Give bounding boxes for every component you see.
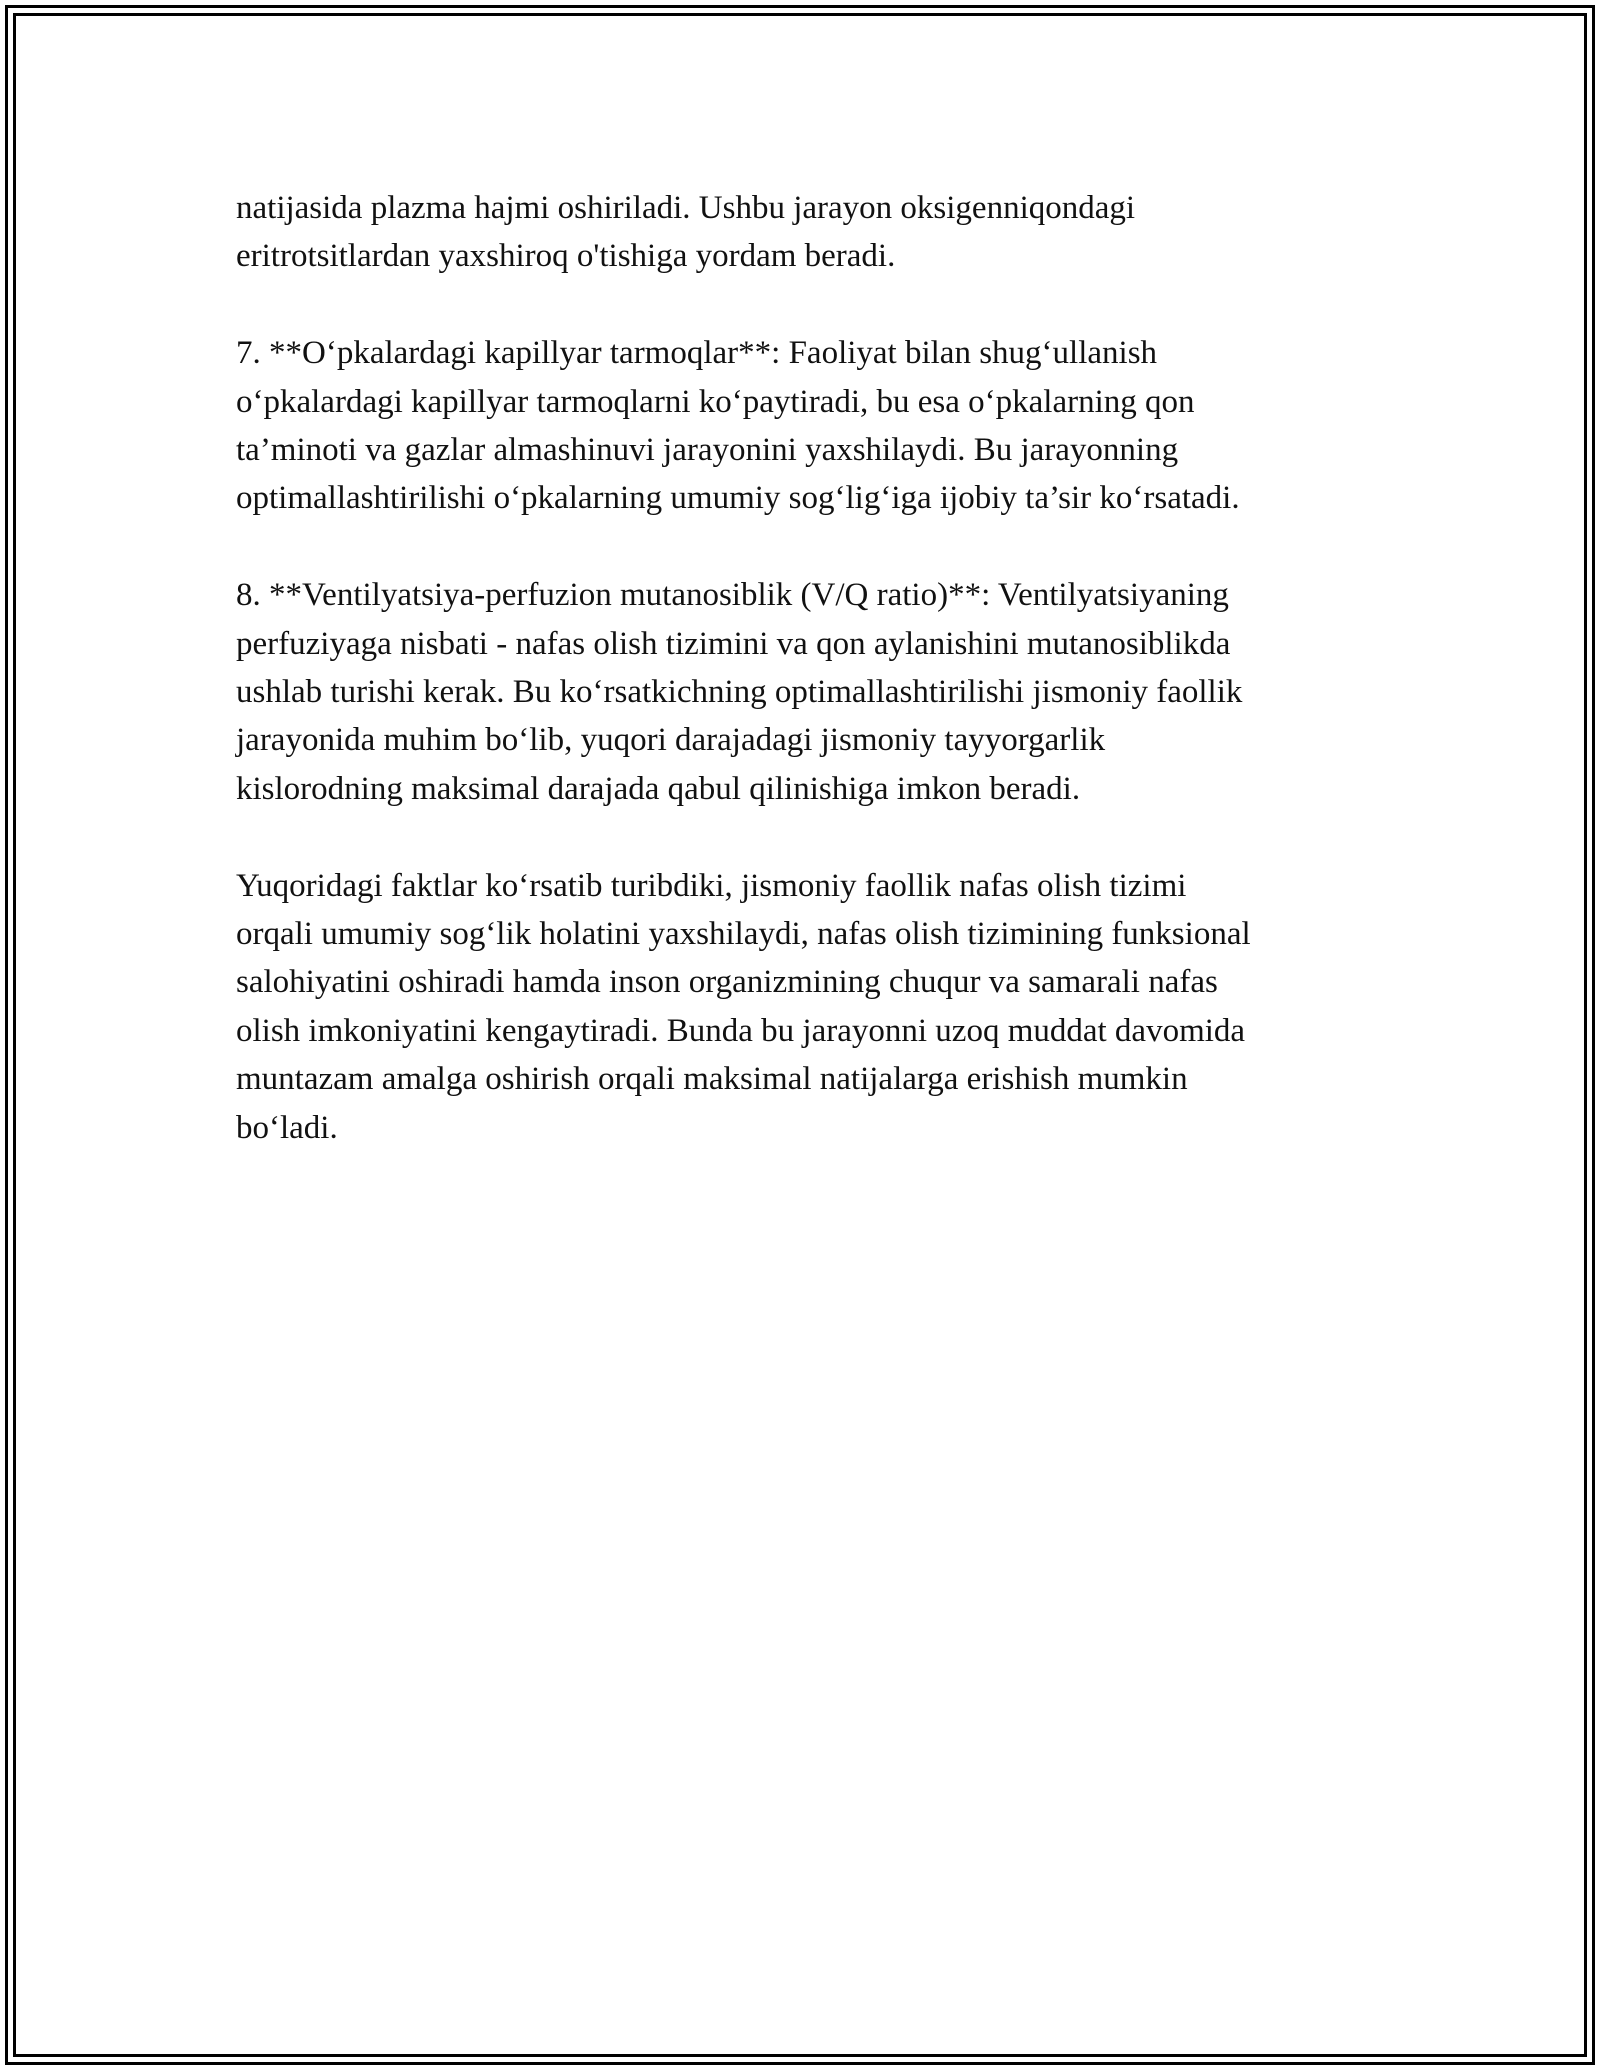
text-line: bo‘ladi. (236, 1109, 338, 1146)
text-line: salohiyatini oshiradi hamda inson organizmining chuqur va samarali nafas (236, 964, 1218, 1001)
text-line: optimallashtirilishi o‘pkalarning umumiy sog‘lig‘iga ijobiy ta’sir ko‘rsatadi. (236, 480, 1240, 517)
paragraph-conclusion (236, 862, 1406, 1152)
paragraph-plazma (236, 184, 1406, 281)
text-line: ta’minoti va gazlar almashinuvi jarayonini yaxshilaydi. Bu jarayonning (236, 432, 1179, 469)
text-line: olish imkoniyatini kengaytiradi. Bunda bu jarayonni uzoq muddat davomida (236, 1012, 1246, 1049)
text-line: Yuqoridagi faktlar ko‘rsatib turibdiki, jismoniy faollik nafas olish tizimi (236, 867, 1187, 904)
paragraph-ventilyatsiya-perfuzion (236, 571, 1406, 813)
text-line: 7. **O‘pkalardagi kapillyar tarmoqlar**: Faoliyat bilan shug‘ullanish (236, 335, 1158, 372)
paragraph-kapillyar-tarmoqlar (236, 329, 1406, 523)
text-line: ushlab turishi kerak. Bu ko‘rsatkichning optimallashtirilishi jismoniy faollik (236, 674, 1243, 711)
text-line: 8. **Ventilyatsiya-perfuzion mutanosiblik (V/Q ratio)**: Ventilyatsiyaning (236, 577, 1229, 614)
text-line: o‘pkalardagi kapillyar tarmoqlarni ko‘paytiradi, bu esa o‘pkalarning qon (236, 383, 1195, 420)
document-body (236, 184, 1406, 1200)
text-line: muntazam amalga oshirish orqali maksimal natijalarga erishish mumkin (236, 1061, 1188, 1098)
text-line: eritrotsitlardan yaxshiroq o'tishiga yordam beradi. (236, 238, 896, 275)
text-line: natijasida plazma hajmi oshiriladi. Ushbu jarayon oksigenniqondagi (236, 190, 1136, 226)
text-line: jarayonida muhim bo‘lib, yuqori darajadagi jismoniy tayyorgarlik (236, 722, 1106, 759)
text-line: kislorodning maksimal darajada qabul qilinishiga imkon beradi. (236, 770, 1081, 807)
text-line: perfuziyaga nisbati - nafas olish tizimini va qon aylanishini mutanosiblikda (236, 625, 1231, 662)
text-line: orqali umumiy sog‘lik holatini yaxshilaydi, nafas olish tizimining funksional (236, 916, 1251, 953)
